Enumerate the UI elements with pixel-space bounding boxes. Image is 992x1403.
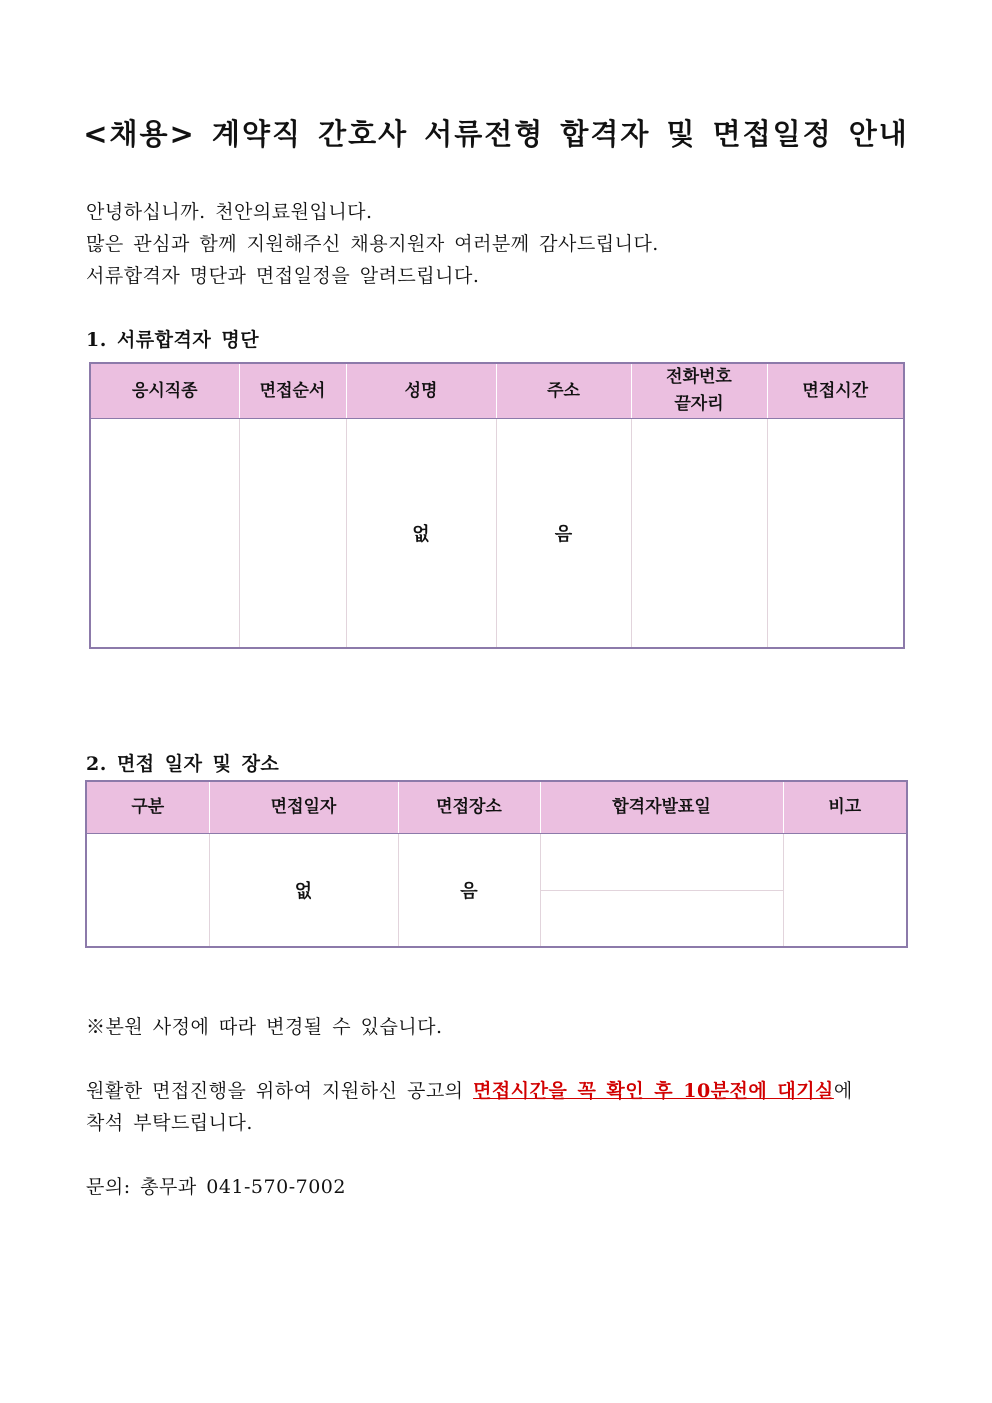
header-name: 성명 — [346, 363, 496, 419]
header-phone-line-2: 끝자리 — [674, 394, 724, 414]
cell-job-category — [90, 419, 239, 649]
contact-info: 문의: 총무과 041-570-7002 — [86, 1176, 346, 1198]
header-address: 주소 — [496, 363, 631, 419]
header-phone-last-digits — [631, 363, 767, 419]
header-remarks: 비고 — [783, 781, 907, 833]
cell-category — [86, 833, 209, 947]
cell-name: 없 — [346, 419, 496, 649]
intro-line-3: 서류합격자 명단과 면접일정을 알려드립니다. — [86, 265, 480, 287]
header-announcement-date: 합격자발표일 — [540, 781, 783, 833]
schedule-table — [85, 780, 908, 948]
intro-line-1: 안녕하십니까. 천안의료원입니다. — [86, 201, 373, 223]
page-title: <채용> 계약직 간호사 서류전형 합격자 및 면접일정 안내 — [83, 117, 909, 151]
header-phone-line-1: 전화번호 — [666, 367, 732, 387]
closing-line-1 — [86, 1076, 853, 1103]
section-1-heading: 1. 서류합격자 명단 — [86, 329, 260, 351]
header-interview-time: 면접시간 — [767, 363, 904, 419]
notice-text: ※본원 사정에 따라 변경될 수 있습니다. — [86, 1016, 443, 1038]
cell-address: 음 — [496, 419, 631, 649]
header-interview-place: 면접장소 — [398, 781, 540, 833]
intro-line-2: 많은 관심과 함께 지원해주신 채용지원자 여러분께 감사드립니다. — [86, 233, 659, 255]
cell-announcement-date-2 — [540, 890, 783, 947]
cell-interview-time — [767, 419, 904, 649]
cell-phone — [631, 419, 767, 649]
section-2-heading: 2. 면접 일자 및 장소 — [86, 753, 280, 775]
cell-interview-date: 없 — [209, 833, 398, 947]
cell-announcement-date-1 — [540, 833, 783, 890]
header-category: 구분 — [86, 781, 209, 833]
closing-emphasis: 면접시간을 꼭 확인 후 10분전에 대기실 — [473, 1080, 834, 1102]
cell-interview-place: 음 — [398, 833, 540, 947]
closing-suffix: 에 — [833, 1080, 853, 1102]
closing-line-2: 착석 부탁드립니다. — [86, 1112, 253, 1134]
closing-prefix: 원활한 면접진행을 위하여 지원하신 공고의 — [86, 1080, 474, 1102]
cell-remarks — [783, 833, 907, 947]
cell-interview-order — [239, 419, 346, 649]
applicant-table — [89, 362, 905, 649]
header-job-category: 응시직종 — [90, 363, 239, 419]
header-interview-order: 면접순서 — [239, 363, 346, 419]
header-interview-date: 면접일자 — [209, 781, 398, 833]
